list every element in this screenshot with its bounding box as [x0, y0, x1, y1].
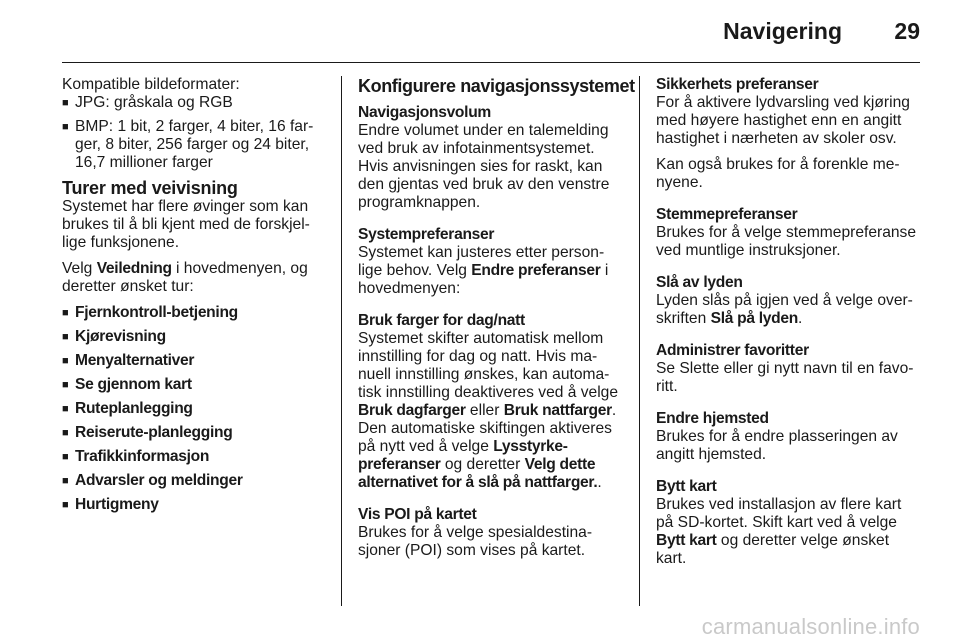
column-middle: [358, 76, 635, 574]
poi-text: Brukes for å velge spesialdestina-sjoner (POI) som vises på kartet.: [358, 524, 593, 559]
formats-list: [62, 94, 328, 172]
block-day-night-colors: Bruk farger for dag/natt Systemet skifter automatisk mellom innstilling for dag og natt. Hvis ma-nuell innstilling ønskes, kan automa-tisk innstilling deaktiveres ved å velge Bruk dagfarger eller Bruk nattfarger. Den automatiske skiftingen aktiveres på nytt ved å velge Lysstyrke-preferanser og deretter Velg dette alternativet for å slå på nattfarger..: [358, 312, 626, 492]
bullet-square-icon: ■: [62, 475, 69, 487]
block-poi: [358, 506, 626, 560]
bullet-square-icon: ■: [62, 451, 69, 463]
watermark: carmanualsonline.info: [701, 614, 920, 639]
list-item: ■ Advarsler og meldinger: [62, 472, 243, 489]
block-mute: Slå av lyden Lyden slås på igjen ved å velge over-skriften Slå på lyden.: [656, 274, 920, 328]
block-switch-map: Bytt kart Brukes ved installasjon av flere kart på SD-kortet. Skift kart ved å velge Bytt kart og deretter velge ønsket kart.: [656, 478, 920, 568]
bullet-square-icon: ■: [62, 97, 69, 109]
option-bruk-nattfarger: Bruk nattfarger: [503, 402, 612, 419]
list-item: ■ Hurtigmeny: [62, 496, 159, 513]
subheading-day-night-colors: Bruk farger for dag/natt: [358, 312, 525, 329]
block-safety: Sikkerhets preferanser For å aktivere lydvarsling ved kjøring med høyere hastighet enn en angitt hastighet i nærheten av skoler osv.: [656, 76, 920, 148]
subheading-favorites: Administrer favoritter: [656, 342, 809, 359]
subheading-voice: Stemmepreferanser: [656, 206, 798, 223]
bullet-square-icon: ■: [62, 121, 69, 133]
option-velg-nattfarger: Velg dette alternativet for å slå på nattfarger.: [358, 456, 598, 491]
column-right: [656, 76, 920, 582]
tours-list: [62, 304, 328, 514]
menu-name-endre-preferanser: Endre preferanser: [471, 262, 601, 279]
list-item: ■ Kjørevisning: [62, 328, 166, 345]
column-divider-right: [639, 76, 640, 606]
option-lysstyrke-preferanser: Lysstyrke-preferanser: [358, 438, 568, 473]
block-home: Endre hjemsted Brukes for å endre plasseringen av angitt hjemsted.: [656, 410, 920, 464]
subheading-home: Endre hjemsted: [656, 410, 769, 427]
column-divider-left: [341, 76, 342, 606]
column-left: [62, 76, 328, 520]
list-item: ■ JPG: gråskala og RGB: [62, 94, 233, 111]
bullet-square-icon: ■: [62, 355, 69, 367]
section-heading-configure: Konfigurere navigasjonssystemet: [358, 76, 635, 96]
bullet-square-icon: ■: [62, 379, 69, 391]
subheading-volume: Navigasjonsvolum: [358, 104, 491, 121]
tours-description: Systemet har flere øvinger som kan brukes til å bli kjent med de forskjel-lige funksjonene.: [62, 198, 310, 251]
page-title: Navigering: [723, 18, 842, 44]
block-voice: Stemmepreferanser Brukes for å velge stemmepreferanse ved muntlige instruksjoner.: [656, 206, 920, 260]
bullet-square-icon: ■: [62, 403, 69, 415]
safety-text-2: Kan også brukes for å forenkle me-nyene.: [656, 156, 900, 191]
menu-name-veiledning: Veiledning: [96, 260, 172, 277]
section-heading-tours: Turer med veivisning: [62, 178, 238, 198]
subheading-switch-map: Bytt kart: [656, 478, 717, 495]
bullet-square-icon: ■: [62, 307, 69, 319]
list-item: ■ Ruteplanlegging: [62, 400, 193, 417]
subheading-mute: Slå av lyden: [656, 274, 743, 291]
subheading-safety: Sikkerhets preferanser: [656, 76, 819, 93]
volume-text: Endre volumet under en talemelding ved bruk av infotainmentsystemet. Hvis anvisningen sies for raskt, kan den gjentas ved bruk av den venstre programknappen.: [358, 122, 610, 211]
block-volume: [358, 104, 626, 212]
list-item: ■ Se gjennom kart: [62, 376, 192, 393]
list-item: ■ Reiserute-planlegging: [62, 424, 233, 441]
list-item: ■ Fjernkontroll-betjening: [62, 304, 238, 321]
page-number: 29: [894, 18, 920, 44]
option-bruk-dagfarger: Bruk dagfarger: [358, 402, 466, 419]
option-sla-pa-lyden: Slå på lyden: [710, 310, 798, 327]
formats-intro: Kompatible bildeformater:: [62, 76, 240, 93]
list-item: ■ Menyalternativer: [62, 352, 195, 369]
list-item: ■ BMP: 1 bit, 2 farger, 4 biter, 16 far-ger, 8 biter, 256 farger og 24 biter, 16,7 millioner farger: [62, 118, 314, 171]
tours-instruction: Velg Veiledning i hovedmenyen, og deretter ønsket tur:: [62, 260, 308, 295]
block-favorites: Administrer favoritter Se Slette eller gi nytt navn til en favo-ritt.: [656, 342, 920, 396]
subheading-poi: Vis POI på kartet: [358, 506, 477, 523]
subheading-system-preferences: Systempreferanser: [358, 226, 495, 243]
bullet-square-icon: ■: [62, 331, 69, 343]
option-bytt-kart: Bytt kart: [656, 532, 717, 549]
bullet-square-icon: ■: [62, 499, 69, 511]
bullet-square-icon: ■: [62, 427, 69, 439]
list-item: ■ Trafikkinformasjon: [62, 448, 210, 465]
page-header: [62, 0, 920, 63]
block-system-preferences: Systempreferanser Systemet kan justeres etter person-lige behov. Velg Endre preferanser i hovedmenyen:: [358, 226, 626, 298]
